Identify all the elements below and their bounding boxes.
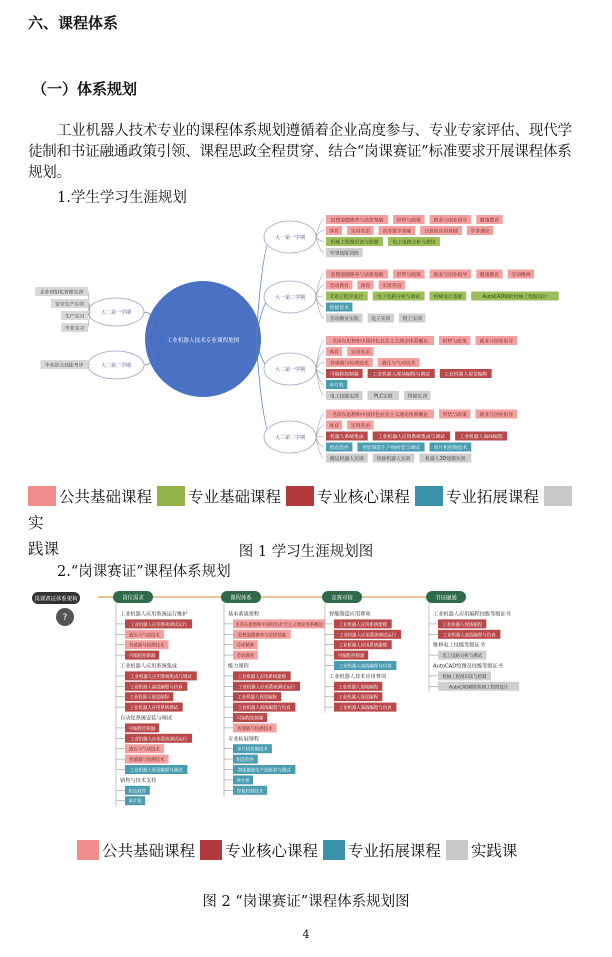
category-label: 销售与技术支持 — [120, 777, 157, 784]
legend1-item: 公共基础课程 — [28, 488, 152, 506]
legend-swatch — [286, 486, 314, 506]
course-tag-label: 工业机器人离线编程 — [459, 435, 503, 440]
course-tag-label: AutoCAD辅助机械工程图设计 — [449, 685, 509, 691]
course-tag-label: 形势与政策 — [396, 218, 421, 224]
semester-label: 大二第一学期 — [274, 367, 306, 373]
course-tag-label: 焊接控制技术 — [236, 789, 264, 795]
legend-swatch — [446, 840, 468, 860]
course-tag-label: 单片机 — [329, 383, 344, 389]
course-tag-label: 电工电路分析与测试 — [442, 654, 482, 660]
course-tag-label: 形势与政策 — [396, 273, 421, 278]
course-tag-label: 军事理论 — [470, 229, 490, 235]
column-head-label: 岗位需求 — [122, 595, 144, 602]
course-tag-label: C语言程序设计 — [330, 295, 363, 300]
legend-swatch — [77, 840, 99, 860]
course-tag-label: 传感器与检测技术 — [330, 361, 369, 367]
course-tag-label: 机器人3D建模实训 — [425, 457, 466, 462]
category-label: 智能制造应用赛项 — [329, 611, 371, 618]
course-tag-label: 组态软件 — [329, 446, 349, 451]
course-tag-label: 智能制造生产线拆装与调试 — [362, 446, 420, 451]
course-tag-label: 实用英语 — [350, 229, 371, 235]
legend2-item: 实践课 — [446, 842, 518, 860]
legend2-item: 公共基础课程 — [77, 842, 195, 860]
legend-swatch — [415, 486, 443, 506]
legend1-item: 实 — [28, 488, 575, 532]
course-tag-label: 毕业实习 — [64, 326, 85, 332]
course-tag-label: 传感器与检测技术 — [129, 758, 165, 764]
legend-swatch — [544, 486, 572, 506]
course-tag-label: 劳动精神 — [236, 643, 255, 649]
course-tag-label: 智能制造生产线拆装与调试 — [237, 768, 291, 774]
course-tag-label: 体育 — [329, 424, 339, 429]
course-tag-label: 劳动精神 — [511, 273, 531, 278]
category-label: 能力课程 — [228, 663, 249, 670]
course-tag-label: 就业与创业指导 — [479, 339, 514, 345]
course-tag-label: 工业机器人视觉编程 — [129, 695, 169, 701]
course-tag-label: 组态软件 — [236, 758, 255, 764]
course-tag-label: 劳动教育 — [236, 654, 255, 660]
semester-label: 大一第二学期 — [274, 295, 306, 301]
course-tag-label: 焊接技术 — [329, 306, 349, 311]
legend-swatch — [157, 486, 185, 506]
legend1-item: 专业基础课程 — [157, 488, 281, 506]
course-tag-label: 思想道德修养与法律基础 — [237, 633, 287, 639]
course-tag-label: 焊接实训 — [407, 394, 427, 400]
course-tag-label: 焊接机器人实训 — [376, 457, 411, 462]
course-tag-label: PLC实训 — [374, 394, 393, 400]
course-tag-label: 军事技能训练 — [329, 251, 359, 257]
course-tag-label: 电子实训 — [371, 317, 391, 322]
course-tag-label: 工业机器人现场编程与调试 — [372, 372, 430, 378]
course-tag-label: 可编程控制器 — [337, 654, 365, 660]
semester-label: 大一第一学期 — [274, 235, 306, 241]
connector-line — [316, 220, 324, 238]
course-tag-label: 机械设计基础 — [433, 295, 463, 300]
course-tag-label: 实用英语 — [382, 284, 402, 289]
course-tag-label: 毛泽东思想和中国特色社会主义理论体系概论 — [235, 622, 323, 628]
course-tag-label: 实用英语 — [350, 424, 371, 429]
course-tag-label: 机器人系统集成 — [330, 435, 364, 440]
category-label: 自动化系统安装与调试 — [120, 715, 172, 722]
category-label: 工业机器人技术应用赛项 — [329, 673, 387, 680]
course-tag-label: 工业机器人应用系统调试运行 — [238, 685, 296, 691]
course-tag-label: 单片机 — [128, 799, 142, 805]
legend1-item: 专业拓展课程 — [415, 488, 539, 506]
course-tag-label: 企业班组化管理实训 — [40, 290, 84, 296]
course-tag-label: 工业机器人应用系统调试运行 — [130, 737, 188, 743]
course-tag-label: 工业机器人视觉编程 — [237, 695, 277, 701]
course-tag-label: 工业机器人应用系统建模 — [338, 643, 388, 649]
course-tag-label: 单片机控制技术 — [237, 747, 268, 753]
course-tag-label: 健康教育 — [479, 218, 500, 224]
item2-heading: 2.“岗课赛证”课程体系规划 — [57, 564, 231, 580]
course-tag-label: 钳工实训 — [402, 317, 422, 322]
column-head-label: 书证融通 — [435, 595, 457, 602]
course-tag-label: 单片机 — [236, 778, 250, 784]
course-tag-label: 机械工程图识读与绘制 — [442, 674, 487, 680]
course-tag-label: 组态软件 — [128, 789, 147, 795]
course-tag-label: 传感器与检测技术 — [237, 726, 273, 732]
course-tag-label: 劳动教育实践 — [329, 317, 359, 322]
course-tag-label: 可编程控制器 — [236, 716, 264, 722]
category-label: 专业拓展课程 — [228, 736, 260, 743]
course-tag-label: 传感器与检测技术 — [129, 643, 165, 649]
connector-line — [316, 436, 324, 437]
legend-swatch — [323, 840, 345, 860]
course-tag-label: 工业机器人视觉编程 — [444, 372, 488, 378]
column-head-label: 竞赛对接 — [331, 595, 353, 602]
subsection-title: （一）体系规划 — [32, 80, 138, 98]
course-tag-label: 搬运机器人实训 — [330, 457, 364, 462]
course-tag-label: 就业与创业指导 — [433, 218, 468, 224]
course-tag-label: 工业机器人现场编程 — [338, 685, 378, 691]
course-tag-label: 工业机器人应用系统调试运行 — [130, 622, 188, 628]
course-tag-label: 电工技能实训 — [329, 394, 359, 400]
course-tag-label: 工业机器人应用系统调试 — [129, 706, 179, 712]
course-tag-label: 工业机器人应用系统集成与调试 — [377, 435, 445, 440]
course-tag-label: 体育 — [329, 229, 339, 235]
figure1-caption: 图 1 学习生涯规划图 — [238, 544, 374, 560]
category-label: 工业机器人应用系统运行维护 — [120, 611, 188, 618]
course-tag-label: 工业机器人离线编程与仿真 — [237, 706, 291, 712]
learning-career-map — [28, 207, 584, 477]
category-label: 基本素质课程 — [228, 611, 260, 618]
course-tag-label: 机械工程图识读与绘制 — [330, 240, 379, 246]
course-tag-label: 思想道德修养与法律基础 — [330, 218, 384, 224]
course-tag-label: 工业机器人离线编程与仿真 — [338, 664, 392, 670]
course-tag-label: 形势与政策 — [442, 339, 467, 345]
course-tag-label: 工业机器人应用系统建模 — [237, 674, 287, 680]
legend-swatch — [200, 840, 222, 860]
course-tag-label: 工业机器人现场编程 — [442, 622, 482, 628]
course-tag-label: 毛泽东思想和中国特色社会主义理论体系概论 — [332, 413, 428, 418]
course-tag-label: 工业机器人应用系统调试运行 — [339, 633, 397, 639]
legend1-item: 专业核心课程 — [286, 488, 410, 506]
course-tag-label: 工业机器人视觉编程与调试 — [129, 768, 183, 774]
connector-line — [316, 237, 324, 253]
left-node-label: 大二第一学期 — [100, 310, 132, 316]
course-tag-label: 工业机器人应用系统建模 — [338, 622, 388, 628]
course-tag-label: 工业机器人应用系统集成与调试 — [130, 674, 192, 680]
course-tag-label: 电子电路分析与调试 — [377, 295, 421, 300]
section-title: 六、课程体系 — [28, 14, 119, 32]
course-tag-label: 就业与创业指导 — [479, 413, 514, 418]
connector-line — [316, 296, 324, 297]
course-tag-label: 计算机应用基础 — [424, 229, 458, 235]
column-head-label: 课程体系 — [230, 595, 252, 602]
course-tag-label: 工业机器人视觉编程 — [338, 695, 378, 701]
intro-paragraph: 工业机器人技术专业的课程体系规划遵循着企业高度参与、专业专家评估、现代学徒制和书证融通政策引领、课程思政全程贯穿、结合“岗课赛证”标准要求开展课程体系规划。 — [28, 123, 572, 181]
course-tag-label: 实用英语 — [350, 350, 371, 356]
course-tag-label: 毕业综合技能考评 — [45, 363, 84, 369]
figure2-caption: 图 2 “岗课赛证”课程体系规划图 — [202, 894, 410, 910]
course-tag-label: 体育 — [360, 284, 371, 289]
course-tag-label: 体育 — [329, 350, 339, 356]
course-tag-label: 形势与政策 — [442, 413, 467, 418]
course-tag-label: 电工电路分析与测试 — [392, 240, 436, 246]
course-tag-label: 单片机控制技术 — [433, 446, 468, 451]
course-tag-label: 可编程控制器 — [128, 654, 156, 660]
semester-label: 大二第二学期 — [274, 435, 306, 441]
course-tag-label: 工业机器人离线编程与仿真 — [338, 706, 392, 712]
left-node-label: 大二第二学期 — [100, 363, 132, 369]
bulb-icon: ? — [62, 613, 68, 623]
category-label: 维修电工技能等级证书 — [433, 642, 485, 649]
legend2-item: 专业核心课程 — [200, 842, 318, 860]
course-tag-label: AutoCAD辅助机械工程图设计 — [482, 295, 548, 300]
legend1-wrap: 践课 — [28, 540, 60, 558]
course-tag-label: 劳动教育 — [329, 284, 349, 289]
course-tag-label: 液压与气动技术 — [129, 633, 160, 639]
course-tag-label: 液压与气动技术 — [129, 747, 160, 753]
course-tag-label: 思想道德修养与法律基础 — [330, 273, 384, 278]
category-label: AutoCAD绘图员技能等级证书 — [433, 663, 503, 670]
post-course-competition-certificate-map — [28, 590, 584, 828]
item1-heading: 1.学生学习生涯规划 — [57, 190, 187, 206]
category-label: 工业机器人应用系统集成 — [120, 663, 178, 670]
course-tag-label: 工业机器人离线编程与仿真 — [129, 685, 183, 691]
legend-swatch — [28, 486, 56, 506]
course-tag-label: 工业机器人离线编程与仿真 — [442, 633, 496, 639]
legend2-item: 专业拓展课程 — [323, 842, 441, 860]
course-tag-label: 可编程控制器 — [329, 372, 359, 378]
course-tag-label: 液压与气动技术 — [381, 361, 416, 367]
center-label: 工业机器人技术专业课程地图 — [166, 338, 240, 344]
root-label: 岗课赛证体系架构 — [34, 596, 78, 603]
page-number: 4 — [302, 928, 310, 941]
course-tag-label: 生产实习 — [64, 314, 85, 320]
course-tag-label: 高等数学基础 — [382, 229, 412, 235]
course-tag-label: 安全生产实训 — [55, 302, 84, 308]
course-tag-label: 可编程控制器 — [128, 726, 156, 732]
figure2-legend — [77, 838, 517, 864]
course-tag-label: 就业与创业指导 — [433, 273, 468, 278]
course-tag-label: 毛泽东思想和中国特色社会主义理论体系概论 — [332, 339, 428, 345]
course-tag-label: 健康教育 — [479, 273, 500, 278]
category-label: 工业机器人应用编程技能等级证书 — [433, 611, 511, 618]
